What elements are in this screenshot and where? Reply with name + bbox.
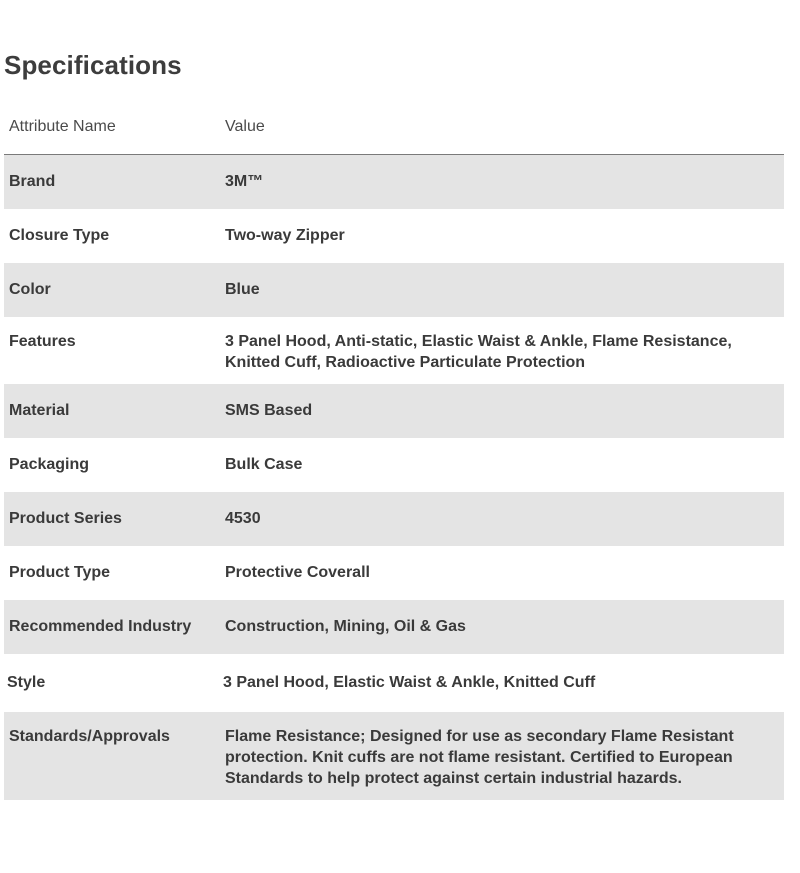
header-row xyxy=(4,100,784,155)
column-header-value: Value xyxy=(220,100,784,155)
attribute-name: Material xyxy=(4,384,220,438)
attribute-name: Recommended Industry xyxy=(4,600,220,654)
table-row xyxy=(4,438,784,492)
attribute-value: SMS Based xyxy=(220,384,784,438)
attribute-value: Blue xyxy=(220,263,784,317)
attribute-value: Protective Coverall xyxy=(220,546,784,600)
attribute-name: Product Type xyxy=(4,546,220,600)
attribute-value: Construction, Mining, Oil & Gas xyxy=(220,600,784,654)
attribute-value: 3M™ xyxy=(220,155,784,209)
attribute-name: Color xyxy=(4,263,220,317)
attribute-name: Packaging xyxy=(4,438,220,492)
attribute-name: Features xyxy=(4,317,220,384)
attribute-name: Brand xyxy=(4,155,220,209)
table-row xyxy=(4,384,784,438)
attribute-value: Bulk Case xyxy=(220,438,784,492)
table-row xyxy=(4,263,784,317)
specifications-table xyxy=(4,100,784,800)
attribute-name: Closure Type xyxy=(4,209,220,263)
column-header-attribute-name: Attribute Name xyxy=(4,100,220,155)
table-row xyxy=(4,209,784,263)
page-title: Specifications xyxy=(4,50,182,80)
attribute-name: Standards/Approvals xyxy=(4,712,220,800)
table-row xyxy=(4,546,784,600)
attribute-value: Flame Resistance; Designed for use as secondary Flame Resistant protection. Knit cuffs are not flame resistant. Certified to European Standards to help protect against certain industrial hazards. xyxy=(220,712,784,800)
attribute-value: 3 Panel Hood, Anti-static, Elastic Waist & Ankle, Flame Resistance, Knitted Cuff, Radioactive Particulate Protection xyxy=(220,317,784,384)
attribute-value: 3 Panel Hood, Elastic Waist & Ankle, Knitted Cuff xyxy=(220,654,784,712)
attribute-value: Two-way Zipper xyxy=(220,209,784,263)
attribute-value: 4530 xyxy=(220,492,784,546)
table-row xyxy=(4,317,784,384)
table-header xyxy=(4,100,784,155)
attribute-name: Style xyxy=(4,654,220,712)
table-row xyxy=(4,155,784,209)
table-body xyxy=(4,155,784,800)
table-row xyxy=(4,600,784,654)
table-row xyxy=(4,712,784,800)
table-row xyxy=(4,654,784,712)
table-row xyxy=(4,492,784,546)
attribute-name: Product Series xyxy=(4,492,220,546)
